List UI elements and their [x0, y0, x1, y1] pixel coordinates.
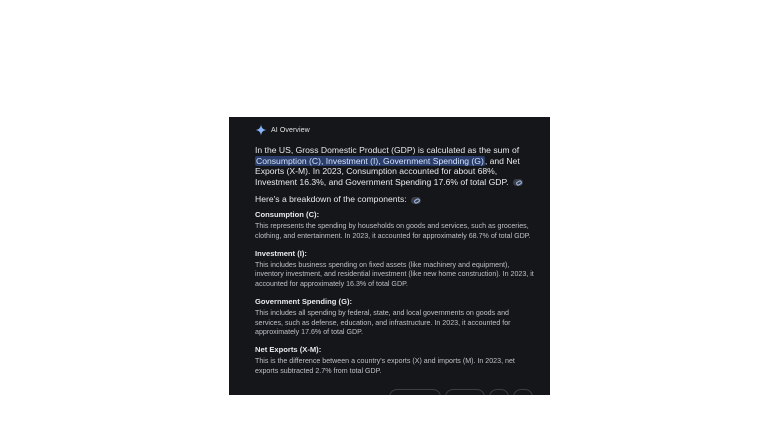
breakdown-heading-text: Here's a breakdown of the components: — [255, 194, 407, 205]
section-title: Investment (I): — [255, 248, 307, 258]
action-icon-button[interactable] — [513, 389, 533, 395]
source-link-icon[interactable] — [513, 179, 523, 186]
ai-overview-panel — [229, 117, 550, 395]
intro-paragraph — [255, 145, 535, 187]
section-consumption — [255, 210, 535, 241]
section-net-exports — [255, 345, 535, 376]
source-link-icon[interactable] — [411, 197, 421, 204]
action-chip[interactable] — [389, 389, 441, 395]
ai-overview-header — [255, 123, 535, 137]
section-title: Net Exports (X-M): — [255, 345, 322, 354]
ai-overview-title: AI Overview — [271, 126, 310, 134]
section-body: This is the difference between a country's exports (X) and imports (M). In 2023, net exports subtracted 2.7% from total GDP. — [255, 357, 515, 375]
section-government-spending — [255, 297, 535, 338]
sparkle-icon — [255, 124, 267, 136]
highlighted-components: Consumption (C), Investment (I), Government Spending (G) — [256, 155, 484, 166]
ai-overview-content — [255, 123, 535, 383]
action-icon-button[interactable] — [489, 389, 509, 395]
section-title: Government Spending (G): — [255, 296, 353, 306]
breakdown-heading — [255, 194, 535, 205]
section-body: This includes business spending on fixed assets (like machinery and equipment), inventory investment, and residential investment (like new home construction). In 2023, it accounted for approximately 16.3% of total GDP. — [255, 260, 534, 289]
action-chip[interactable] — [445, 389, 485, 395]
intro-text-start: In the US, Gross Domestic Product (GDP) is calculated as the sum of — [255, 145, 520, 155]
section-body: This represents the spending by households on goods and services, such as groceries, clothing, and entertainment. In 2023, it accounted for approximately 68.7% of total GDP. — [255, 222, 531, 241]
section-body: This includes all spending by federal, state, and local governments on goods and services, such as defense, education, and infrastructure. In 2023, it accounted for approximately 17.6% of total GDP. — [255, 308, 511, 337]
section-title: Consumption (C): — [255, 210, 320, 220]
intro-text-end: , and Net Exports (X-M). In 2023, Consumption accounted for about 68%, Investment 16.3%, and Government Spending 17.6% of total GDP. — [255, 155, 520, 187]
section-investment — [255, 249, 535, 290]
